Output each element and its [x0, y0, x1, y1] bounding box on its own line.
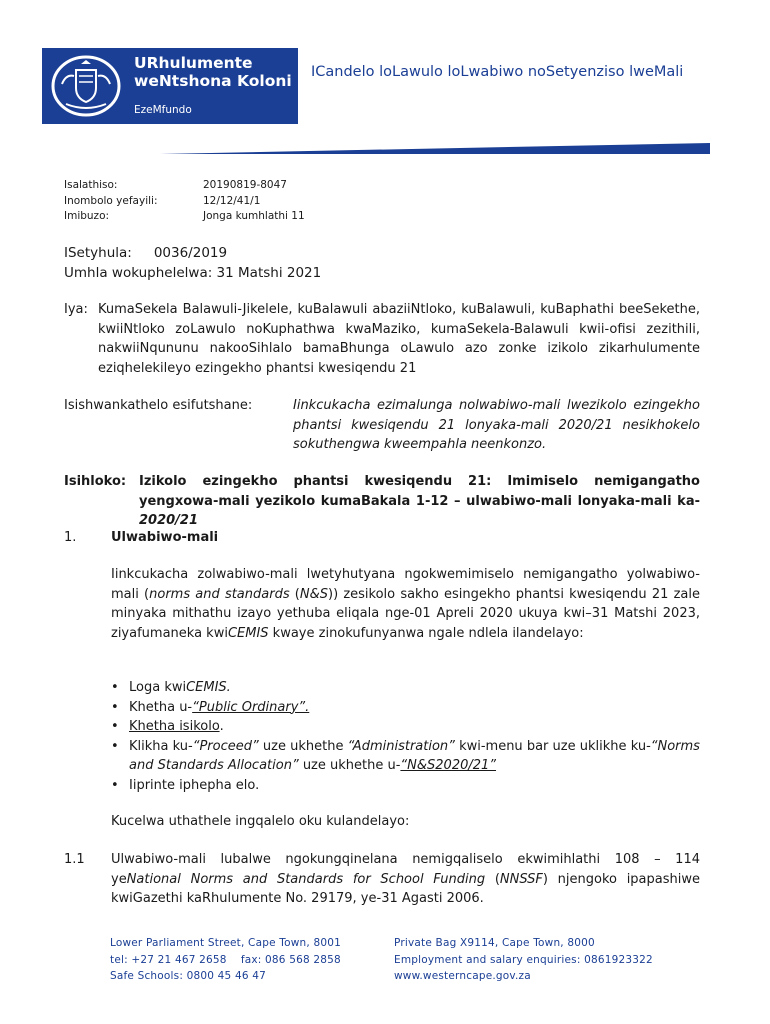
subject-label: Isihloko:	[64, 474, 127, 489]
bullet-text: kwi-menu bar uze uklikhe ku-	[454, 738, 651, 754]
section-1-paragraph	[111, 565, 700, 643]
circular-number-label: ISetyhula:	[64, 245, 132, 261]
footer-address	[110, 935, 341, 985]
summary-text: Iinkcukacha ezimalunga nolwabiwo-mali lwezikolo ezingekho phantsi kwesiqendu 21 lonyaka-mali 2020/21 nesikhokelo sokuthengwa kweempahla neenkonzo.	[293, 398, 700, 452]
bullet-text: Klikha ku-	[129, 738, 193, 754]
bullet-text: .	[219, 719, 224, 734]
bullet-text: Iiprinte iphepha elo.	[129, 777, 260, 793]
department-name: ICandelo loLawulo loLwabiwo noSetyenziso lweMali	[311, 64, 684, 80]
para-text: Iinkcukacha zolwabiwo-mali lwetyhutyana ngokwemimiselo nemigangatho yolwabiwo-mali (	[111, 567, 700, 602]
expiry-date: Umhla wokuphelelwa: 31 Matshi 2021	[64, 265, 322, 281]
enquiries-value: Jonga kumhlathi 11	[203, 210, 305, 222]
para-text: kwaye zinokufunyanwa ngale ndlela ilandelayo:	[268, 625, 584, 641]
header-rule	[0, 0, 770, 160]
summary-label: Isishwankathelo esifutshane:	[64, 398, 253, 413]
list-item	[111, 678, 700, 698]
bullet-icon: •	[111, 680, 119, 695]
circular-number	[64, 244, 227, 264]
file-number-label: Inombolo yefayili:	[64, 194, 158, 207]
addressee-text: KumaSekela Balawuli-Jikelele, kuBalawuli abaziiNtloko, kuBalawuli, kuBaphathi beeSekethe, kwiiNtloko zoLawulo noKuphathwa kwaMaziko, kumaSekela-Balawuli kwii-ofisi zezithili, nakwiiNqununu nakooSihlalo bamaBhunga oLawulo azo zonke izikolo zikarhulumente eziqhelekileyo ezingekho phantsi kwesiqendu 21	[98, 302, 700, 376]
reference-block	[64, 178, 305, 225]
para-term-norms: norms and standards	[149, 586, 290, 602]
public-ordinary-link[interactable]: “Public Ordinary”.	[192, 699, 310, 715]
list-item	[111, 717, 700, 737]
bullet-text: Loga kwi	[129, 680, 187, 695]
file-number-value: 12/12/41/1	[203, 194, 261, 207]
list-item	[111, 776, 700, 796]
list-item	[111, 698, 700, 718]
bullet-icon: •	[111, 719, 119, 734]
logo-text-line1: URhulumente	[134, 54, 253, 72]
subject-year: 2020/21	[139, 513, 199, 528]
para-term-ns: N&S	[299, 586, 328, 602]
bullet-text: uze ukhethe u-	[298, 758, 401, 773]
bullet-icon: •	[111, 738, 119, 754]
circular-number-value: 0036/2019	[153, 245, 228, 261]
footer-postal: Private Bag X9114, Cape Town, 8000	[394, 937, 595, 949]
bullet-term: CEMIS.	[186, 680, 231, 695]
bullet-term: “Proceed”	[192, 738, 259, 754]
enquiries-label: Imibuzo:	[64, 210, 110, 222]
para-term-cemis: CEMIS	[227, 625, 269, 641]
section-1-1-paragraph	[111, 850, 700, 909]
bullet-text: Khetha u-	[129, 699, 193, 715]
reference-value: 20190819-8047	[203, 179, 287, 191]
para-term-nnssf-abbr: NNSSF	[499, 871, 543, 887]
para-text: ) njengoko ipapashiwe kwiGazethi kaRhulumente No. 29179, ye-31 Agasti 2006.	[111, 871, 700, 906]
para-text: (	[485, 871, 500, 887]
instruction-list	[111, 678, 700, 795]
para-text: (	[289, 586, 300, 602]
section-1-title: Ulwabiwo-mali	[111, 530, 219, 545]
follow-text: Kucelwa uthathele ingqalelo oku kulandelayo:	[111, 814, 410, 829]
bullet-icon: •	[111, 699, 119, 715]
para-term-nnssf: National Norms and Standards for School Funding	[126, 871, 486, 887]
bullet-term: “Norms and Standards Allocation”	[129, 738, 700, 773]
section-1-1-number: 1.1	[64, 852, 85, 867]
bullet-text: uze ukhethe	[258, 738, 348, 754]
bullet-icon: •	[111, 777, 119, 793]
subject-text	[139, 472, 700, 531]
bullet-term: “Administration”	[347, 738, 455, 754]
logo-text-line3: EzeMfundo	[134, 104, 192, 116]
section-1-number: 1.	[64, 530, 77, 545]
subject-body: Izikolo ezingekho phantsi kwesiqendu 21: Imimiselo nemigangatho yengxowa-mali yezikolo kumaBakala 1-12 – ulwabiwo-mali lonyaka-mali ka-	[139, 474, 700, 509]
footer-phone: tel: +27 21 467 2658 fax: 086 568 2858	[110, 953, 341, 966]
logo-text-line2: weNtshona Koloni	[134, 72, 292, 90]
reference-label: Isalathiso:	[64, 179, 118, 191]
choose-school-link[interactable]: Khetha isikolo	[129, 719, 220, 734]
addressee-label: Iya:	[64, 302, 88, 317]
footer-contact	[394, 935, 653, 985]
para-text: Ulwabiwo-mali lubalwe ngokungqinelana nemigqaliselo ekwimihlathi 108 – 114 ye	[111, 852, 700, 887]
para-text: )) zesikolo sakho esingekho phantsi kwesiqendu 21 zale minyaka mithathu izayo yethuba eliqala nge-01 Apreli 2020 ukuya kwi–31 Matshi 2023, ziyafumaneka kwi	[111, 586, 700, 641]
list-item	[111, 737, 700, 776]
footer-enquiries: Employment and salary enquiries: 0861923322	[394, 953, 653, 966]
footer-safe-schools: Safe Schools: 0800 45 46 47	[110, 970, 267, 982]
footer-website-link[interactable]: www.westerncape.gov.za	[394, 970, 531, 982]
footer-street: Lower Parliament Street, Cape Town, 8001	[110, 937, 341, 949]
ns-2020-21-link[interactable]: “N&S2020/21”	[400, 758, 497, 773]
